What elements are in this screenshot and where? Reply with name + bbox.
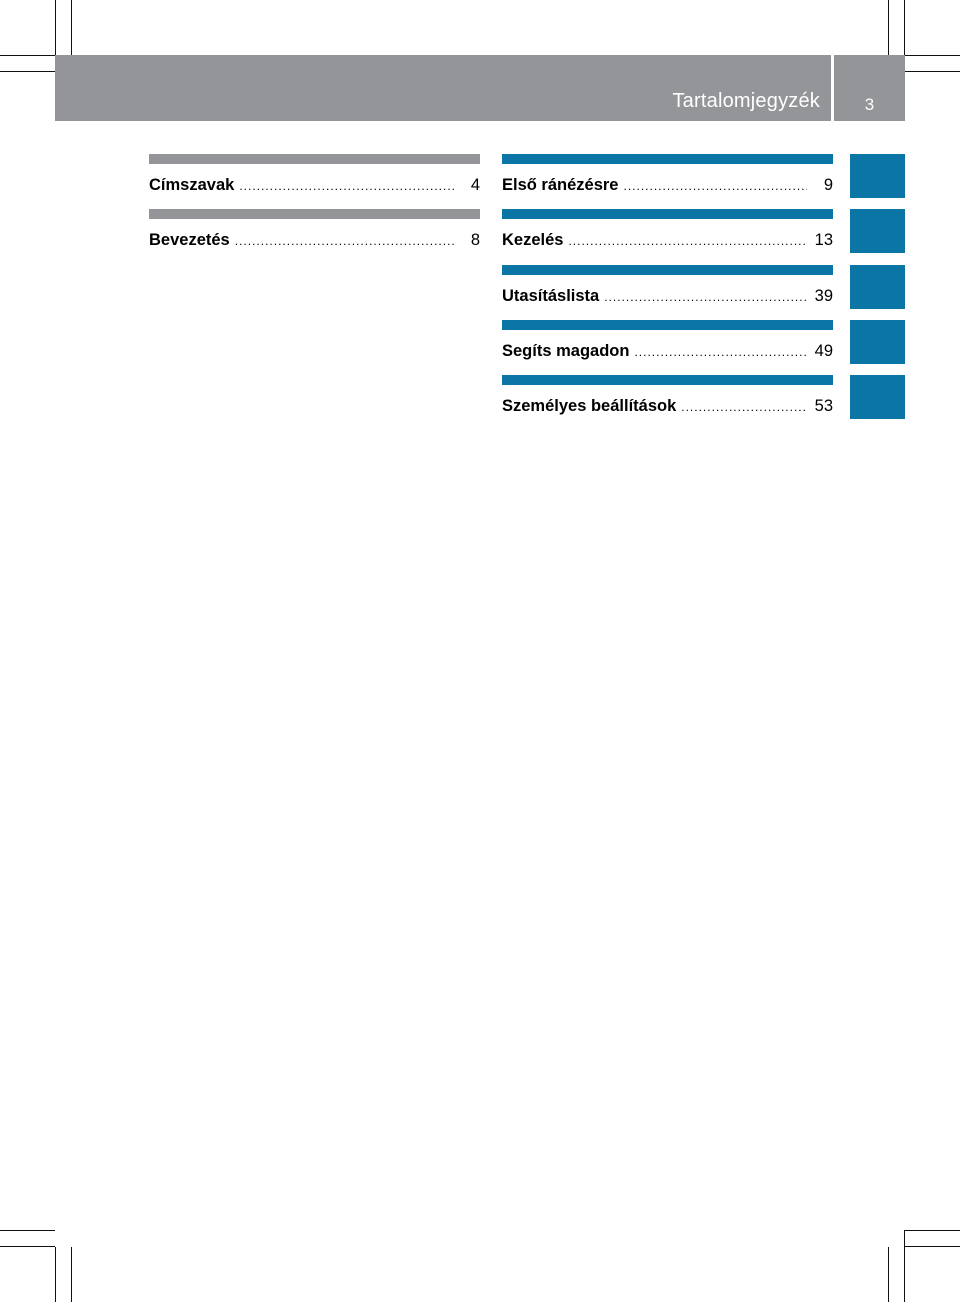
dot-leader	[239, 179, 454, 193]
crop-mark-bottom-right-v	[888, 1247, 889, 1302]
page-number: 3	[864, 95, 875, 114]
toc-entry-utasitaslista[interactable]	[502, 265, 833, 309]
side-tab-3[interactable]	[850, 265, 905, 309]
side-tab-2[interactable]	[850, 209, 905, 253]
crop-mark-top-right-v	[888, 0, 889, 55]
crop-mark-top-left-v	[55, 0, 56, 55]
crop-mark-bottom-right-v2	[904, 1230, 905, 1302]
toc-entry-kezeles[interactable]	[502, 209, 833, 253]
toc-entry-bevezetes[interactable]	[149, 209, 480, 253]
crop-mark-bottom-left-h	[0, 1230, 55, 1231]
section-bar	[149, 209, 480, 219]
section-bar	[502, 375, 833, 385]
dot-leader	[634, 345, 807, 359]
dot-leader	[623, 179, 807, 193]
side-tab-1[interactable]	[850, 154, 905, 198]
toc-page: 4	[470, 176, 480, 194]
toc-entry-elso-ranezesre[interactable]	[502, 154, 833, 198]
crop-mark-top-right-h	[905, 55, 960, 56]
section-bar	[502, 265, 833, 275]
toc-label: Kezelés	[502, 231, 564, 249]
toc-page: 9	[823, 176, 833, 194]
toc-entry-segits-magadon[interactable]	[502, 320, 833, 364]
crop-mark-bottom-left-h2	[0, 1246, 55, 1247]
toc-page: 53	[814, 397, 833, 415]
crop-mark-top-right-h2	[905, 71, 960, 72]
toc-page: 8	[470, 231, 480, 249]
crop-mark-bottom-left-v2	[71, 1247, 72, 1302]
side-tab-5[interactable]	[850, 375, 905, 419]
toc-label: Segíts magadon	[502, 342, 630, 360]
toc-page: 39	[814, 287, 833, 305]
section-bar	[502, 320, 833, 330]
toc-label: Címszavak	[149, 176, 235, 194]
side-tab-4[interactable]	[850, 320, 905, 364]
dot-leader	[604, 290, 807, 304]
crop-mark-top-right-v2	[904, 0, 905, 55]
crop-mark-top-left-h2	[0, 71, 55, 72]
toc-label: Bevezetés	[149, 231, 230, 249]
crop-mark-top-left-h	[0, 55, 55, 56]
page-title: Tartalomjegyzék	[672, 90, 820, 112]
crop-mark-bottom-left-v	[55, 1247, 56, 1302]
dot-leader	[568, 234, 807, 248]
toc-entry-cimszavak[interactable]	[149, 154, 480, 198]
toc-page: 49	[814, 342, 833, 360]
section-bar	[502, 209, 833, 219]
section-bar	[149, 154, 480, 164]
dot-leader	[235, 234, 454, 248]
toc-label: Utasításlista	[502, 287, 600, 305]
section-bar	[502, 154, 833, 164]
toc-page: 13	[814, 231, 833, 249]
crop-mark-top-left-v2	[71, 0, 72, 55]
crop-mark-bottom-right-h2	[905, 1246, 960, 1247]
toc-label: Első ránézésre	[502, 176, 619, 194]
crop-mark-bottom-right-h	[905, 1230, 960, 1231]
toc-entry-szemelyes-beallitasok[interactable]	[502, 375, 833, 419]
toc-label: Személyes beállítások	[502, 397, 677, 415]
dot-leader	[681, 400, 807, 414]
